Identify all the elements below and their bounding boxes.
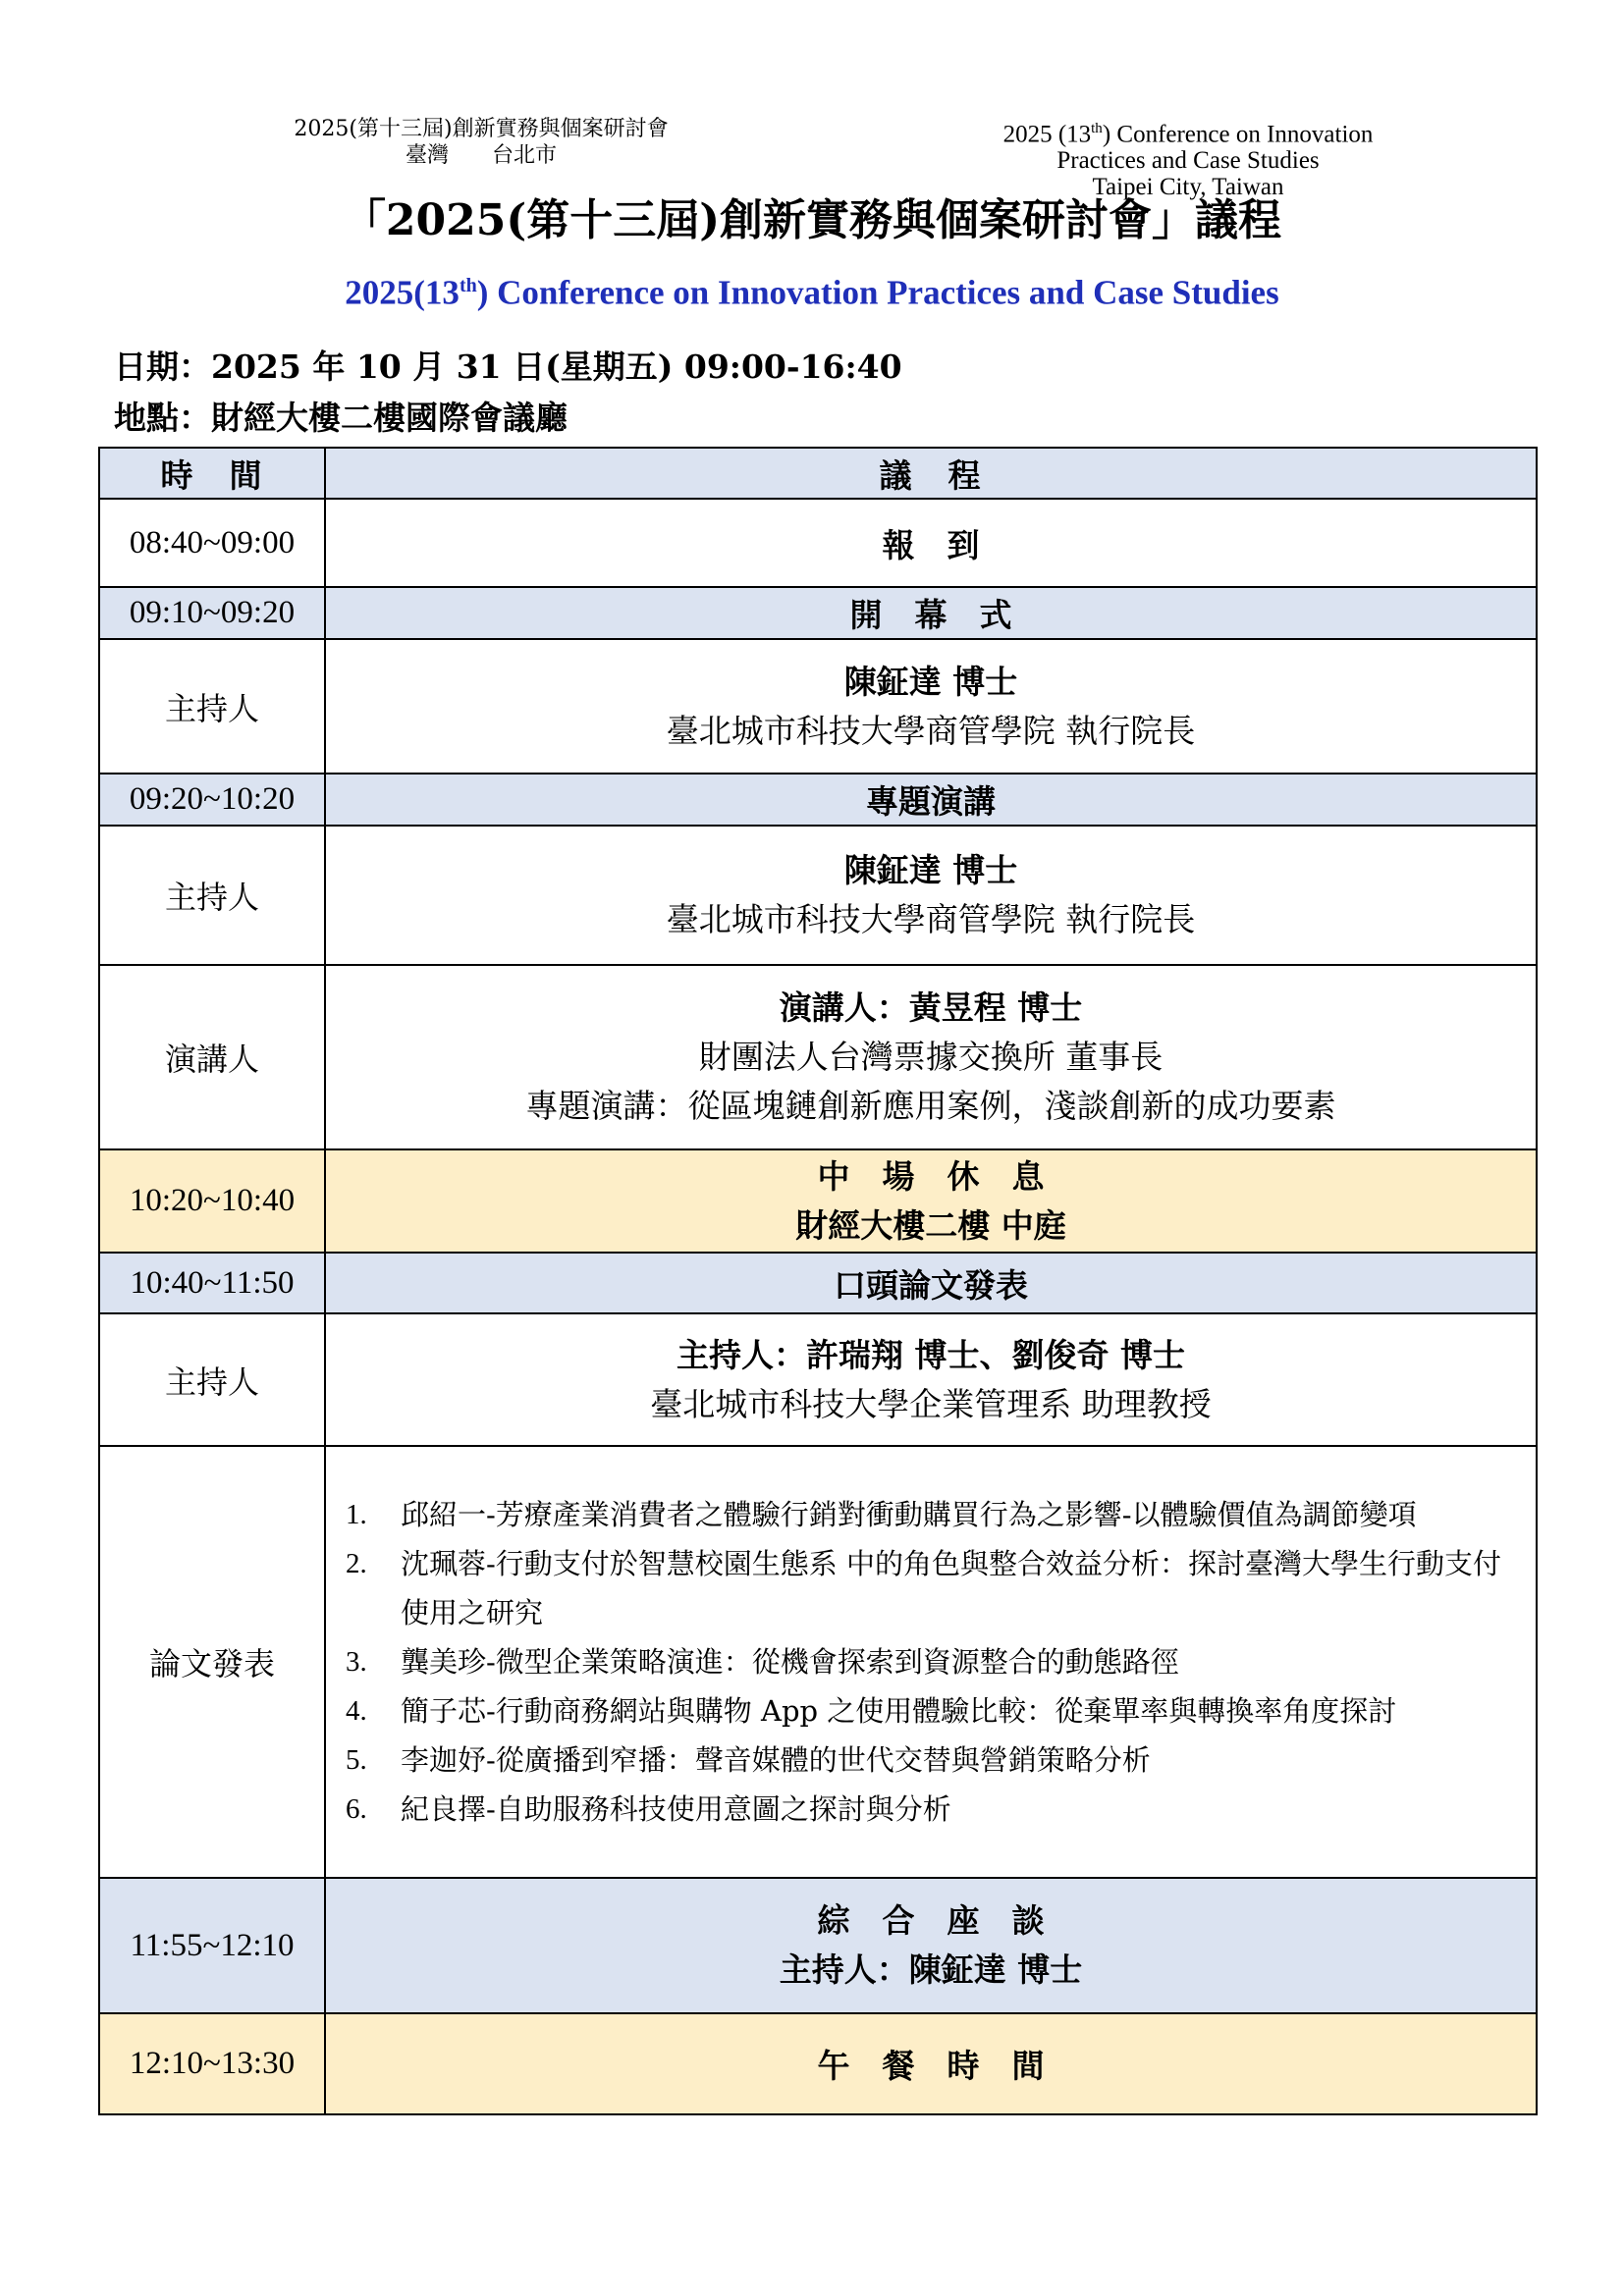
header-left-location: 臺灣 台北市 (405, 143, 557, 168)
table-row (99, 1313, 1537, 1446)
header-agenda: 議 程 (325, 448, 1537, 499)
row-role: 論文發表 (99, 1446, 325, 1878)
table-row (99, 774, 1537, 826)
list-item: 2. 沈珮蓉-行動支付於智慧校園生態系 中的角色與整合效益分析：探討臺灣大學生行動支付使用之研究 (346, 1547, 1502, 1629)
row-detail (325, 639, 1537, 774)
row-item: 報 到 (325, 499, 1537, 587)
table-row (99, 965, 1537, 1149)
host-name: 陳鉦達 博士 (843, 851, 1018, 889)
break-title: 中 場 休 息 (817, 1156, 1045, 1196)
table-row (99, 639, 1537, 774)
session-host-affiliation: 臺北城市科技大學企業管理系 助理教授 (650, 1384, 1212, 1423)
speaker-affiliation: 財團法人台灣票據交換所 董事長 (698, 1038, 1164, 1076)
row-item: 口頭論文發表 (325, 1253, 1537, 1313)
session-hosts: 主持人：許瑞翔 博士、劉俊奇 博士 (677, 1335, 1185, 1374)
row-item: 專題演講 (325, 774, 1537, 826)
table-row (99, 1253, 1537, 1313)
list-item: 5. 李迦妤-從廣播到窄播：聲音媒體的世代交替與營銷策略分析 (346, 1743, 1151, 1777)
header-time: 時 間 (99, 448, 325, 499)
panel-title: 綜 合 座 談 (817, 1901, 1045, 1940)
table-row (99, 2013, 1537, 2114)
event-date: 日期：2025 年 10 月 31 日(星期五) 09:00-16:40 (114, 347, 902, 386)
row-role: 主持人 (99, 1313, 325, 1446)
table-header-row (99, 448, 1537, 499)
row-time: 09:10~09:20 (99, 587, 325, 639)
page-title-en: 2025(13th) Conference on Innovation Practices and Case Studies (345, 273, 1279, 312)
header-right (967, 116, 1409, 200)
speech-topic: 專題演講：從區塊鏈創新應用案例，淺談創新的成功要素 (525, 1087, 1336, 1125)
panel-host: 主持人：陳鉦達 博士 (779, 1950, 1083, 1989)
table-row (99, 1149, 1537, 1253)
table-row (99, 1446, 1537, 1878)
row-time: 11:55~12:10 (99, 1878, 325, 2013)
host-affiliation: 臺北城市科技大學商管學院 執行院長 (666, 711, 1196, 750)
row-time: 10:20~10:40 (99, 1149, 325, 1253)
list-item: 3. 龔美珍-微型企業策略演進：從機會探索到資源整合的動態路徑 (346, 1645, 1179, 1679)
host-affiliation: 臺北城市科技大學商管學院 執行院長 (666, 900, 1196, 938)
row-time: 12:10~13:30 (99, 2013, 325, 2114)
row-time: 09:20~10:20 (99, 774, 325, 826)
table-row (99, 499, 1537, 587)
list-item: 6. 紀良擇-自助服務科技使用意圖之探討與分析 (346, 1792, 951, 1826)
list-item: 4. 簡子芯-行動商務網站與購物 App 之使用體驗比較：從棄單率與轉換率角度探討 (346, 1694, 1397, 1728)
event-venue: 地點：財經大樓二樓國際會議廳 (114, 399, 568, 437)
list-item: 1. 邱紹一-芳療產業消費者之體驗行銷對衝動購買行為之影響-以體驗價值為調節變項 (346, 1498, 1417, 1531)
row-detail (325, 1878, 1537, 2013)
paper-list (326, 1476, 1536, 1847)
row-item: 午 餐 時 間 (325, 2013, 1537, 2114)
row-detail (325, 826, 1537, 965)
break-place: 財經大樓二樓 中庭 (795, 1205, 1066, 1245)
row-time: 10:40~11:50 (99, 1253, 325, 1313)
table-row (99, 587, 1537, 639)
page-title-zh: 「2025(第十三屆)創新實務與個案研討會」議程 (342, 195, 1282, 245)
row-time: 08:40~09:00 (99, 499, 325, 587)
row-detail (325, 1313, 1537, 1446)
row-role: 主持人 (99, 639, 325, 774)
header-left-title: 2025(第十三屆)創新實務與個案研討會 (294, 117, 669, 141)
header-right-line1: 2025 (13th) Conference on Innovation (1002, 121, 1374, 148)
host-name: 陳鉦達 博士 (843, 662, 1018, 701)
table-row (99, 1878, 1537, 2013)
row-role: 主持人 (99, 826, 325, 965)
agenda-table (98, 447, 1538, 2115)
header-left (226, 116, 736, 169)
header-right-line2: Practices and Case Studies (1056, 147, 1320, 175)
row-role: 演講人 (99, 965, 325, 1149)
table-row (99, 826, 1537, 965)
speaker-name: 演講人：黃昱程 博士 (779, 988, 1083, 1027)
row-detail (325, 1446, 1537, 1878)
row-item: 開 幕 式 (325, 587, 1537, 639)
row-detail (325, 965, 1537, 1149)
row-detail (325, 1149, 1537, 1253)
header-right-line3: Taipei City, Taiwan (1092, 174, 1284, 201)
